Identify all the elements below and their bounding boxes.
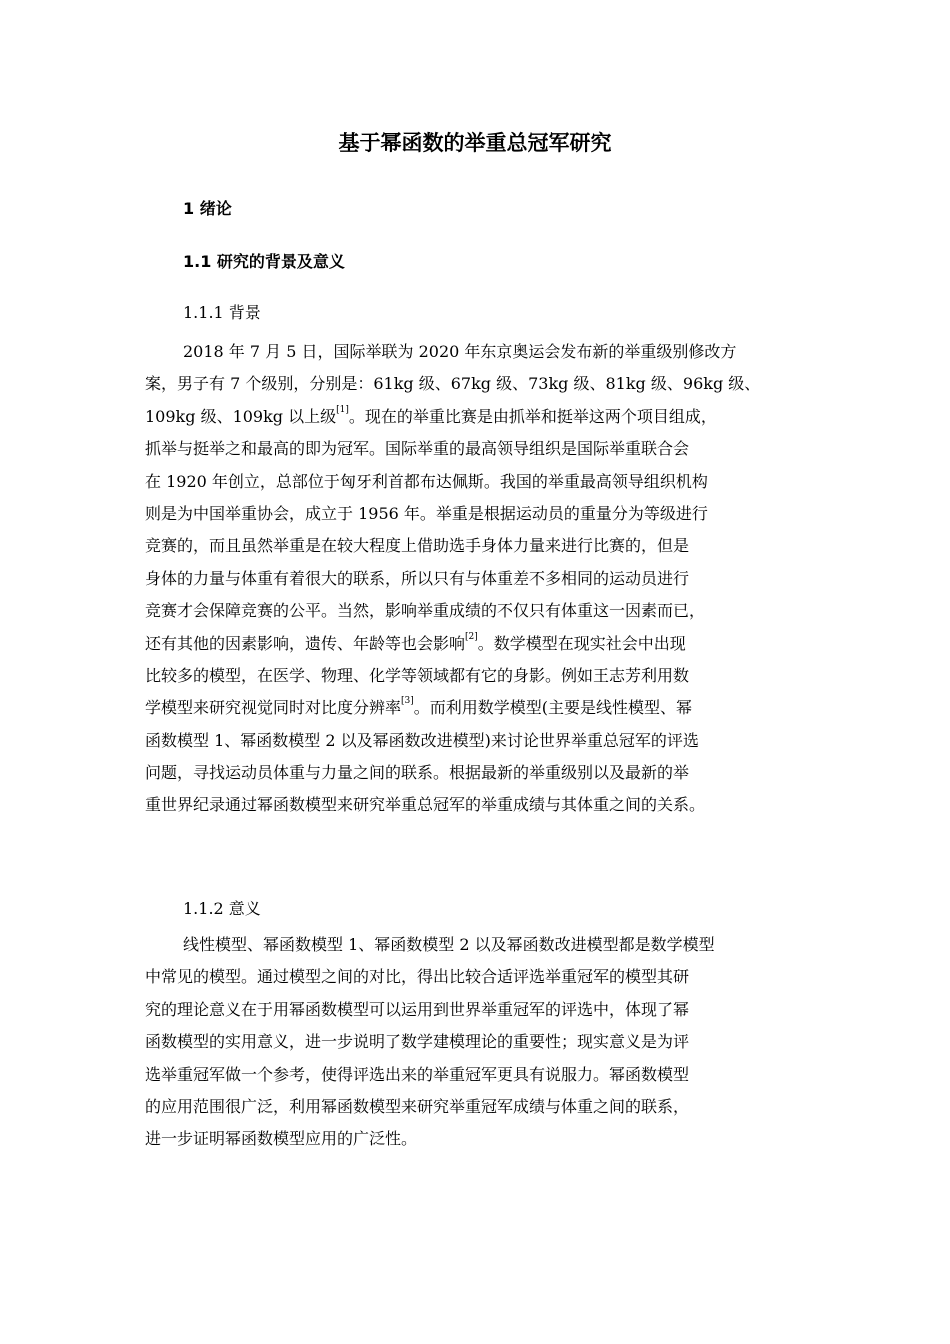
text-line: 竞赛才会保障竞赛的公平。当然，影响举重成绩的不仅只有体重这一因素而已， xyxy=(145,601,706,621)
text-line: 函数模型的实用意义，进一步说明了数学建模理论的重要性；现实意义是为评 xyxy=(145,1032,690,1052)
document-title: 基于幂函数的举重总冠军研究 xyxy=(338,131,612,155)
text-span: 。现在的举重比赛是由抓举和挺举这两个项目组成， xyxy=(348,406,717,426)
text-span: 。数学模型在现实社会中出现 xyxy=(477,633,686,653)
text-line: 抓举与挺举之和最高的即为冠军。国际举重的最高领导组织是国际举重联合会 xyxy=(145,439,690,459)
text-line: 重世界纪录通过幂函数模型来研究举重总冠军的举重成绩与其体重之间的关系。 xyxy=(145,795,706,815)
text-line xyxy=(145,692,820,724)
text-line: 进一步证明幂函数模型应用的广泛性。 xyxy=(145,1129,418,1149)
citation-1: [1] xyxy=(336,404,349,415)
text-span: 还有其他的因素影响，遗传、年龄等也会影响 xyxy=(145,633,466,653)
text-line: 竞赛的，而且虽然举重是在较大程度上借助选手身体力量来进行比赛的，但是 xyxy=(145,536,690,556)
text-line: 问题，寻找运动员体重与力量之间的联系。根据最新的举重级别以及最新的举 xyxy=(145,763,690,783)
text-line xyxy=(145,628,820,660)
text-line: 函数模型 1、幂函数模型 2 以及幂函数改进模型)来讨论世界举重总冠军的评选 xyxy=(145,730,699,750)
text-line: 案，男子有 7 个级别，分别是：61kg 级、67kg 级、73kg 级、81kg 级、96kg 级、 xyxy=(145,374,761,394)
text-line: 则是为中国举重协会，成立于 1956 年。举重是根据运动员的重量分为等级进行 xyxy=(145,503,708,523)
citation-3: [3] xyxy=(401,696,414,707)
subsection-heading-significance: 1.1.2 意义 xyxy=(183,899,261,918)
subsection-heading-background: 1.1.1 背景 xyxy=(183,303,261,322)
text-line xyxy=(145,401,820,433)
section-heading: 1.1 研究的背景及意义 xyxy=(183,252,345,271)
text-span: 109kg 级、109kg 以上级 xyxy=(145,406,337,426)
text-line: 线性模型、幂函数模型 1、幂函数模型 2 以及幂函数改进模型都是数学模型 xyxy=(183,935,715,954)
text-line: 身体的力量与体重有着很大的联系，所以只有与体重差不多相同的运动员进行 xyxy=(145,568,690,588)
citation-2: [2] xyxy=(465,631,478,642)
text-span: 。而利用数学模型(主要是线性模型、幂 xyxy=(413,698,693,718)
text-span: 学模型来研究视觉同时对比度分辨率 xyxy=(145,698,402,718)
text-line: 选举重冠军做一个参考，使得评选出来的举重冠军更具有说服力。幂函数模型 xyxy=(145,1064,690,1084)
text-line: 究的理论意义在于用幂函数模型可以运用到世界举重冠军的评选中，体现了幂 xyxy=(145,999,690,1019)
significance-paragraph xyxy=(145,929,820,1156)
text-line: 中常见的模型。通过模型之间的对比，得出比较合适评选举重冠军的模型其研 xyxy=(145,967,690,987)
chapter-heading: 1 绪论 xyxy=(183,199,232,218)
text-line: 在 1920 年创立，总部位于匈牙利首都布达佩斯。我国的举重最高领导组织机构 xyxy=(145,471,708,491)
text-line: 2018 年 7 月 5 日，国际举联为 2020 年东京奥运会发布新的举重级别修改方 xyxy=(183,342,737,361)
text-line: 的应用范围很广泛，利用幂函数模型来研究举重冠军成绩与体重之间的联系， xyxy=(145,1096,690,1116)
background-paragraph xyxy=(145,336,820,822)
text-line: 比较多的模型，在医学、物理、化学等领域都有它的身影。例如王志芳利用数 xyxy=(145,665,690,685)
